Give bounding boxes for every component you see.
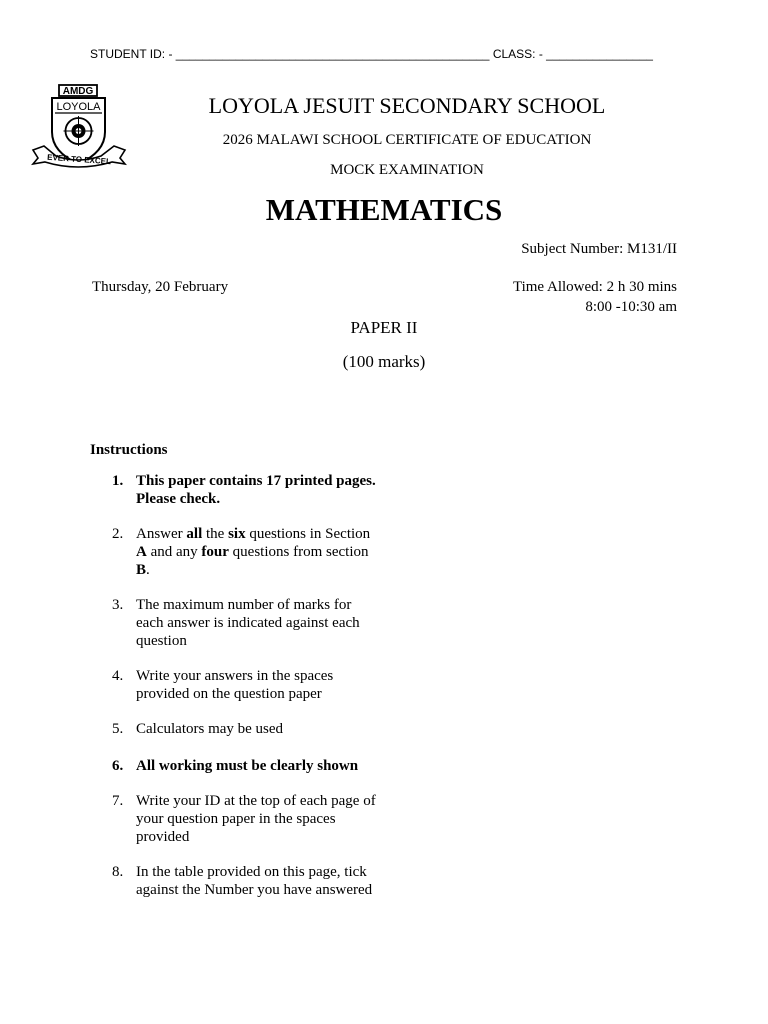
instruction-text-part: . [146,562,150,578]
logo-loyola-text: LOYOLA [56,101,101,113]
instruction-text-part: the [202,526,229,542]
instruction-number: 6. [112,758,124,774]
instruction-text-part: questions from section [228,544,369,560]
instruction-number: 5. [112,721,124,737]
class-label: CLASS: - [492,47,543,61]
instruction-text: Write your ID at the top of each page of your question paper in the spaces provided [136,793,376,845]
instruction-emphasis: four [201,544,229,560]
student-id-line [90,47,653,61]
instruction-text-part: and any [146,544,202,560]
instruction-text-part: questions in Section [245,526,371,542]
student-id-blank: _______________________________________________ [175,47,490,61]
instruction-number: 3. [112,597,124,613]
instruction-emphasis: all [186,526,203,542]
instruction-emphasis: B [136,562,147,578]
paper-label: PAPER II [350,318,418,337]
instruction-number: 2. [112,526,124,542]
subject-number: Subject Number: M131/II [521,241,677,257]
instruction-text-part: Answer [136,526,187,542]
time-allowed: Time Allowed: 2 h 30 mins [512,279,677,295]
instruction-text: The maximum number of marks for each answer is indicated against each question [136,597,360,649]
instruction-emphasis: six [228,526,246,542]
instruction-text: Write your answers in the spaces provided on the question paper [136,668,334,702]
school-name: LOYOLA JESUIT SECONDARY SCHOOL [208,93,606,118]
instruction-number: 4. [112,668,124,684]
instructions-list [90,472,380,916]
subject-title: MATHEMATICS [265,192,503,227]
exam-date: Thursday, 20 February [92,279,229,295]
instruction-text: All working must be clearly shown [136,758,359,774]
certificate-title: 2026 MALAWI SCHOOL CERTIFICATE OF EDUCATION [222,132,592,148]
logo-motto-text: EVER TO EXCEL [46,152,112,167]
instruction-text: In the table provided on this page, tick against the Number you have answered [136,864,373,898]
total-marks: (100 marks) [342,352,426,371]
class-blank: ________________ [546,47,653,61]
instruction-text: This paper contains 17 printed pages. Please check. [136,473,376,507]
instruction-item [90,863,380,899]
instruction-item [90,525,380,579]
instruction-item [90,472,380,508]
logo-amdg-text: AMDG [62,86,94,97]
instruction-item [90,792,380,846]
instruction-text [136,526,370,578]
instruction-number: 7. [112,793,124,809]
instruction-number: 1. [112,473,124,489]
instruction-emphasis: A [136,544,147,560]
instruction-text: Calculators may be used [136,721,284,737]
instructions-heading: Instructions [90,442,168,458]
instruction-item [90,720,380,738]
instruction-item [90,757,380,775]
instruction-item [90,596,380,650]
time-range: 8:00 -10:30 am [585,299,677,315]
instruction-number: 8. [112,864,124,880]
student-id-label: STUDENT ID: - [90,47,173,61]
instruction-item [90,667,380,703]
exam-type: MOCK EXAMINATION [330,162,484,178]
